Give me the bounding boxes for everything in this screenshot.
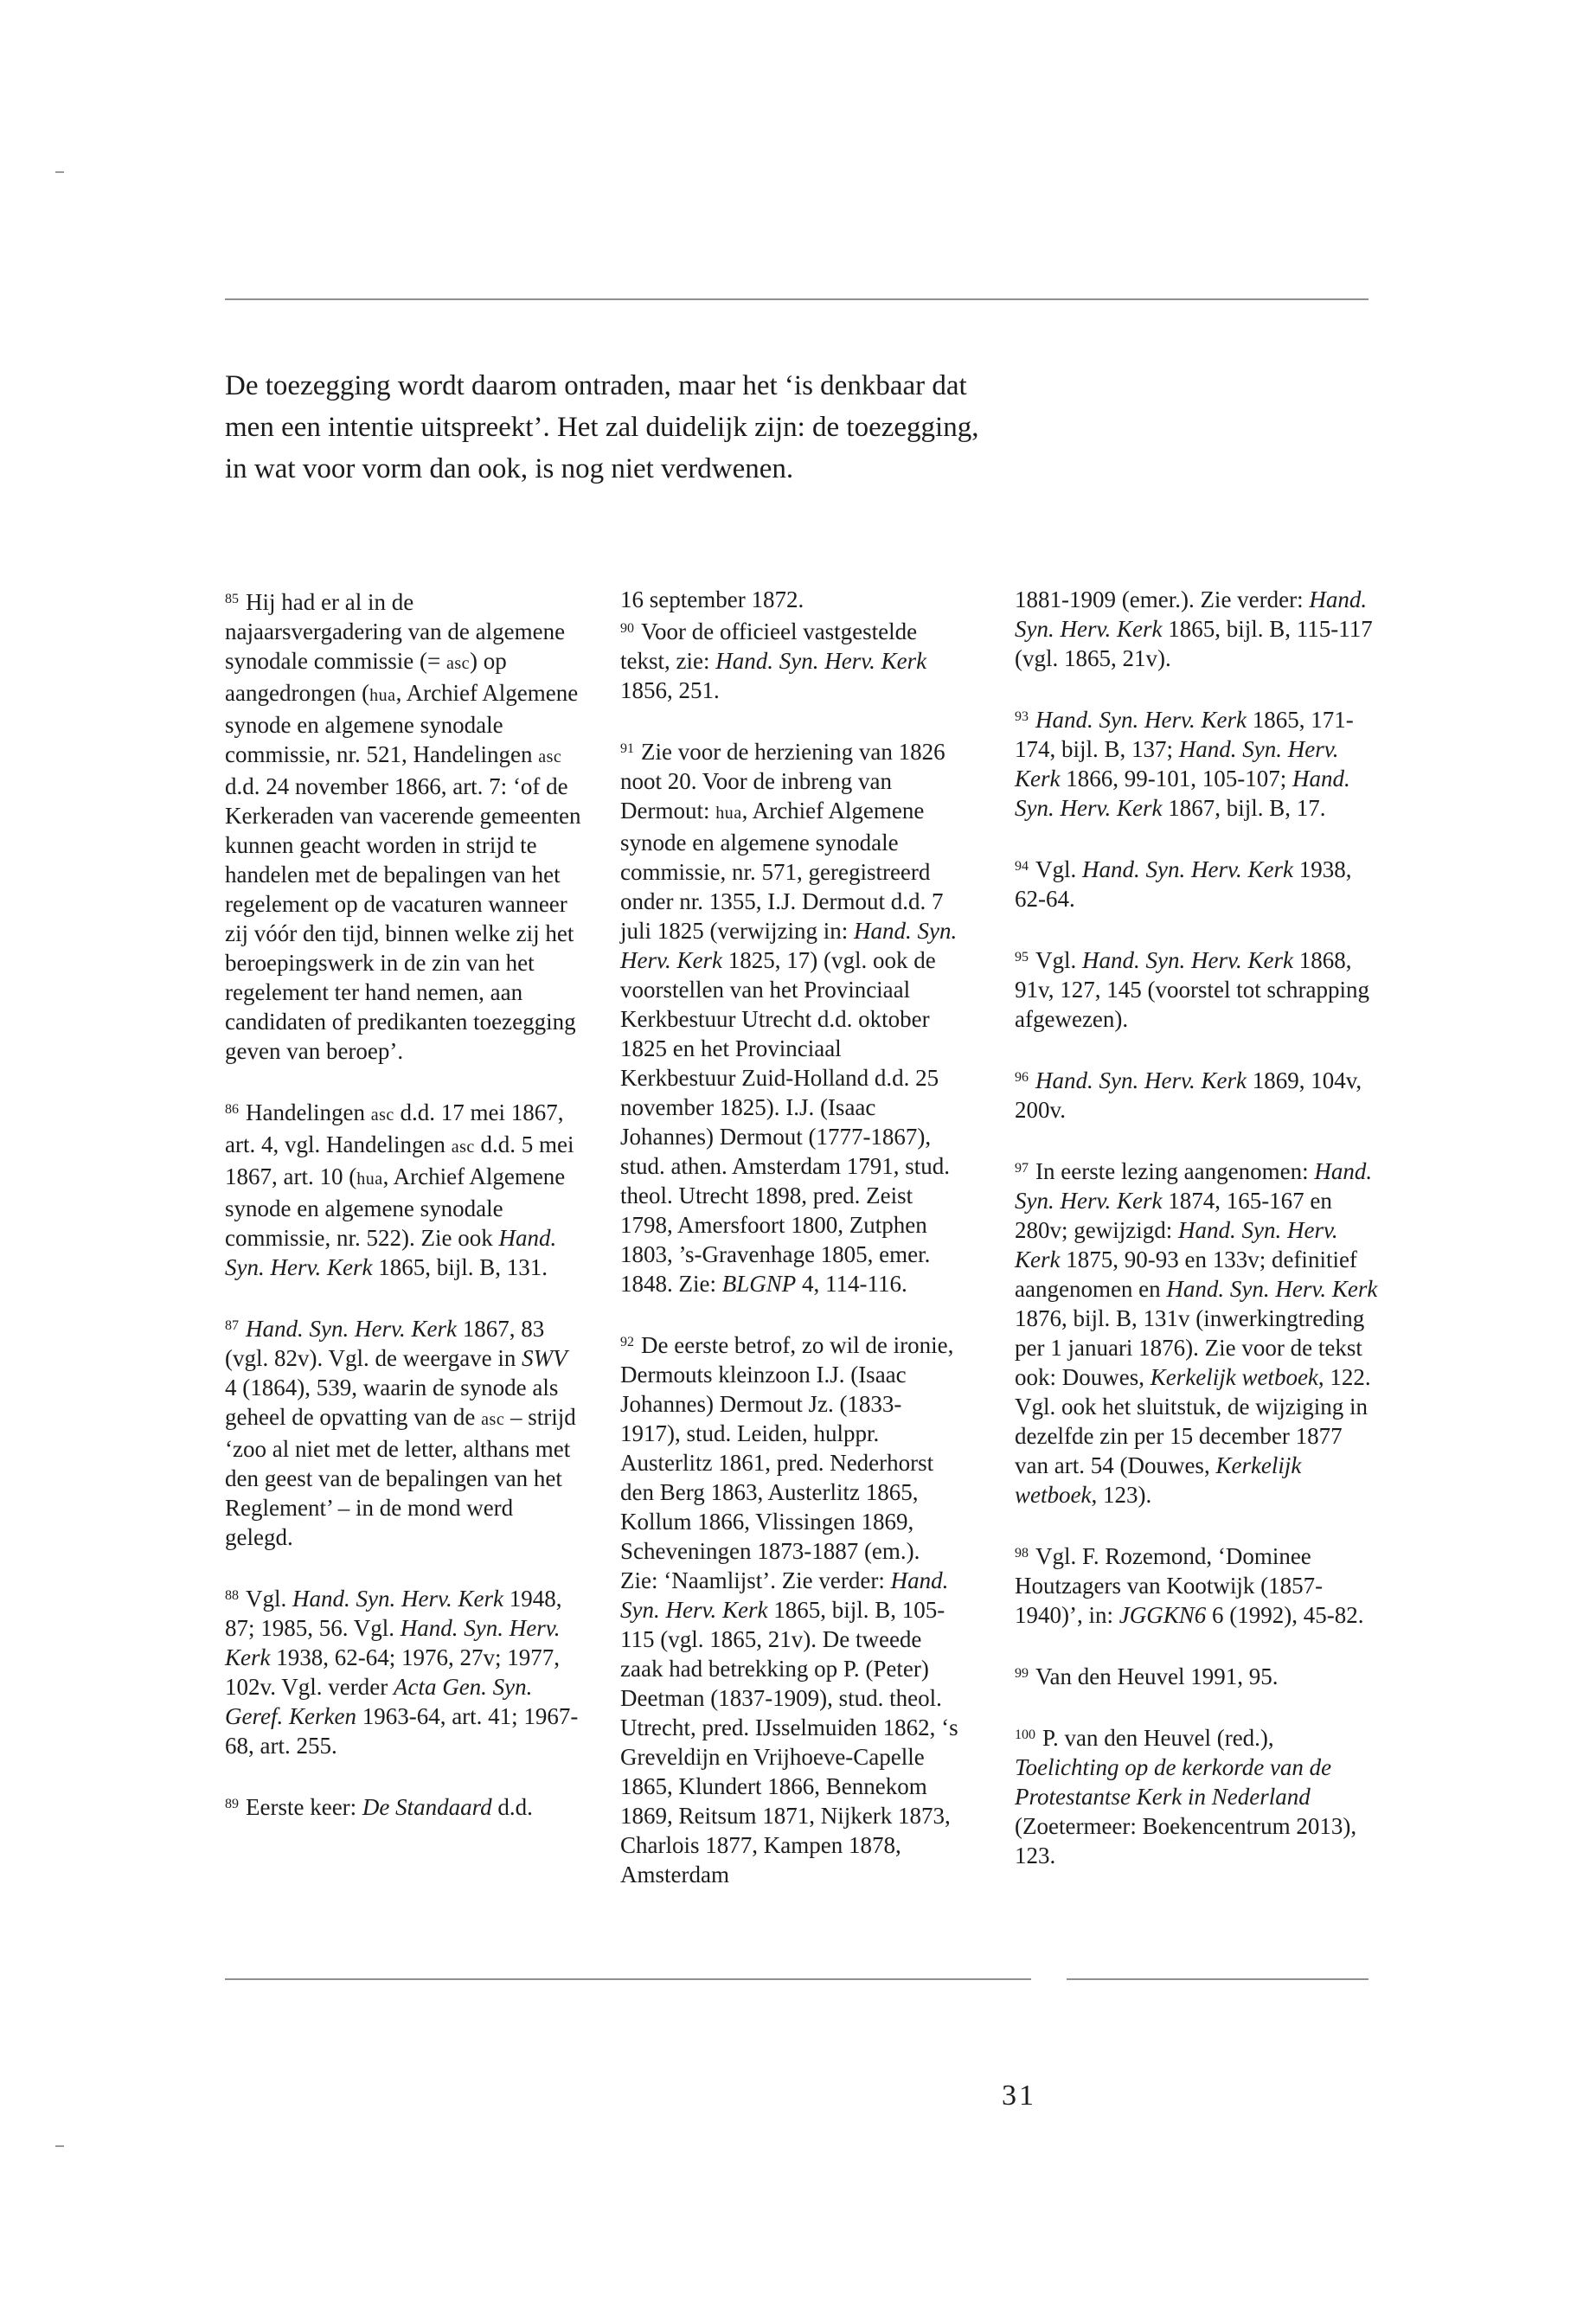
footnote-92-continued: 1881-1909 (emer.). Zie verder: Hand. Syn. Herv. Kerk 1865, bijl. B, 115-117 (vgl. 1865, 21v). (1015, 586, 1373, 671)
footnote-94: $^{94}$ Vgl. Hand. Syn. Herv. Kerk 1938, 62-64. (1015, 856, 1352, 912)
footnote-93: $^{93}$ Hand. Syn. Herv. Kerk 1865, 171-174, bijl. B, 137; Hand. Syn. Herv. Kerk 1866, 99-101, 105-107; Hand. Syn. Herv. Kerk 1867, bijl. B, 17. (1015, 707, 1354, 821)
footnote-87: $^{87}$ Hand. Syn. Herv. Kerk 1867, 83 (vgl. 82v). Vgl. de weergave in SWV 4 (1864), 539, waarin de synode als geheel de opvatting van de asc – strijd ‘zoo al niet met de letter, althans met den geest van de bepalingen van het Reglement’ – in de mond werd gelegd. (225, 1316, 576, 1550)
footnote-96: $^{96}$ Hand. Syn. Herv. Kerk 1869, 104v, 200v. (1015, 1067, 1362, 1123)
footnote-92: $^{92}$ De eerste betrof, zo wil de ironie, Dermouts kleinzoon I.J. (Isaac Johannes) Dermout Jz. (1833-1917), stud. Leiden, hulppr. Austerlitz 1861, pred. Nederhorst den Berg 1863, Austerlitz 1865, Kollum 1866, Vlissingen 1869, Scheveningen 1873-1887 (em.). Zie: ‘Naamlijst’. Zie verder: Hand. Syn. Herv. Kerk 1865, bijl. B, 105-115 (vgl. 1865, 21v). De tweede zaak had betrekking op P. (Peter) Deetman (1837-1909), stud. theol. Utrecht, pred. IJsselmuiden 1862, ‘s Greveldijn en Vrijhoeve-Capelle 1865, Klundert 1866, Bennekom 1869, Reitsum 1871, Nijkerk 1873, Charlois 1877, Kampen 1878, Amsterdam (620, 1332, 958, 1888)
crop-mark-top-left (55, 171, 64, 173)
footnote-column-3 (1015, 585, 1378, 1900)
intro-line: in wat voor vorm dan ook, is nog niet verdwenen. (225, 453, 794, 484)
footnote-89-continued: 16 september 1872. (620, 586, 804, 612)
footnote-95: $^{95}$ Vgl. Hand. Syn. Herv. Kerk 1868, 91v, 127, 145 (voorstel tot schrapping afgewezen). (1015, 947, 1369, 1032)
page-number: 31 (1002, 2080, 1036, 2112)
footnote-99: $^{99}$ Van den Heuvel 1991, 95. (1015, 1663, 1279, 1689)
footnote-98: $^{98}$ Vgl. F. Rozemond, ‘Dominee Houtzagers van Kootwijk (1857-1940)’, in: JGGKN6 6 (1992), 45-82. (1015, 1543, 1364, 1628)
footnote-91: $^{91}$ Zie voor de herziening van 1826 noot 20. Voor de inbreng van Dermout: hua, Archief Algemene synode en algemene synodale commissie, nr. 571, geregistreerd onder nr. 1355, I.J. Dermout d.d. 7 juli 1825 (verwijzing in: Hand. Syn. Herv. Kerk 1825, 17) (vgl. ook de voorstellen van het Provinciaal Kerkbestuur Utrecht d.d. oktober 1825 en het Provinciaal Kerkbestuur Zuid-Holland d.d. 25 november 1825). I.J. (Isaac Johannes) Dermout (1777-1867), stud. athen. Amsterdam 1791, stud. theol. Utrecht 1898, pred. Zeist 1798, Amersfoort 1800, Zutphen 1803, ’s-Gravenhage 1805, emer. 1848. Zie: BLGNP 4, 114-116. (620, 739, 958, 1297)
intro-paragraph (225, 365, 1401, 490)
header-rule (225, 298, 1368, 300)
footnote-90: $^{90}$ Voor de officieel vastgestelde tekst, zie: Hand. Syn. Herv. Kerk 1856, 251. (620, 619, 927, 703)
footnote-89: $^{89}$ Eerste keer: De Standaard d.d. (225, 1794, 533, 1820)
footnote-85: $^{85}$ Hij had er al in de najaarsvergadering van de algemene synodale commissie (= asc) op aangedrongen (hua, Archief Algemene synode en algemene synodale commissie, nr. 521, Handelingen asc d.d. 24 november 1866, art. 7: ‘of de Kerkeraden van vacerende gemeenten kunnen geacht worden in strijd te handelen met de bepalingen van het regelement op de vacaturen wanneer zij vóór den tijd, binnen welke zij het beroepingswerk in de zin van het regelement ter hand nemen, aan candidaten of predikanten toezegging geven van beroep’. (225, 589, 581, 1064)
footer-rule-right (1067, 1978, 1368, 1980)
footnote-97: $^{97}$ In eerste lezing aangenomen: Hand. Syn. Herv. Kerk 1874, 165-167 en 280v; gewijzigd: Hand. Syn. Herv. Kerk 1875, 90-93 en 133v; definitief aangenomen en Hand. Syn. Herv. Kerk 1876, bijl. B, 131v (inwerkingtreding per 1 januari 1876). Zie voor de tekst ook: Douwes, Kerkelijk wetboek, 122. Vgl. ook het sluitstuk, de wijziging in dezelfde zin per 15 december 1877 van art. 54 (Douwes, Kerkelijk wetboek, 123). (1015, 1158, 1378, 1508)
footnote-86: $^{86}$ Handelingen asc d.d. 17 mei 1867, art. 4, vgl. Handelingen asc d.d. 5 mei 1867, art. 10 (hua, Archief Algemene synode en algemene synodale commissie, nr. 522). Zie ook Hand. Syn. Herv. Kerk 1865, bijl. B, 131. (225, 1099, 574, 1280)
intro-line: De toezegging wordt daarom ontraden, maar het ‘is denkbaar dat (225, 370, 967, 401)
footer-rule-left (225, 1978, 1031, 1980)
intro-line: men een intentie uitspreekt’. Het zal duidelijk zijn: de toezegging, (225, 412, 979, 443)
footnote-100: $^{100}$ P. van den Heuvel (red.), Toelichting op de kerkorde van de Protestantse Kerk in Nederland (Zoetermeer: Boekencentrum 2013), 123. (1015, 1725, 1357, 1868)
crop-mark-bottom-left (55, 2145, 64, 2147)
footnote-88: $^{88}$ Vgl. Hand. Syn. Herv. Kerk 1948, 87; 1985, 56. Vgl. Hand. Syn. Herv. Kerk 1938, 62-64; 1976, 27v; 1977, 102v. Vgl. verder Acta Gen. Syn. Geref. Kerken 1963-64, art. 41; 1967-68, art. 255. (225, 1586, 579, 1759)
footnote-column-2 (620, 585, 962, 1919)
footnote-column-1 (225, 585, 584, 1851)
